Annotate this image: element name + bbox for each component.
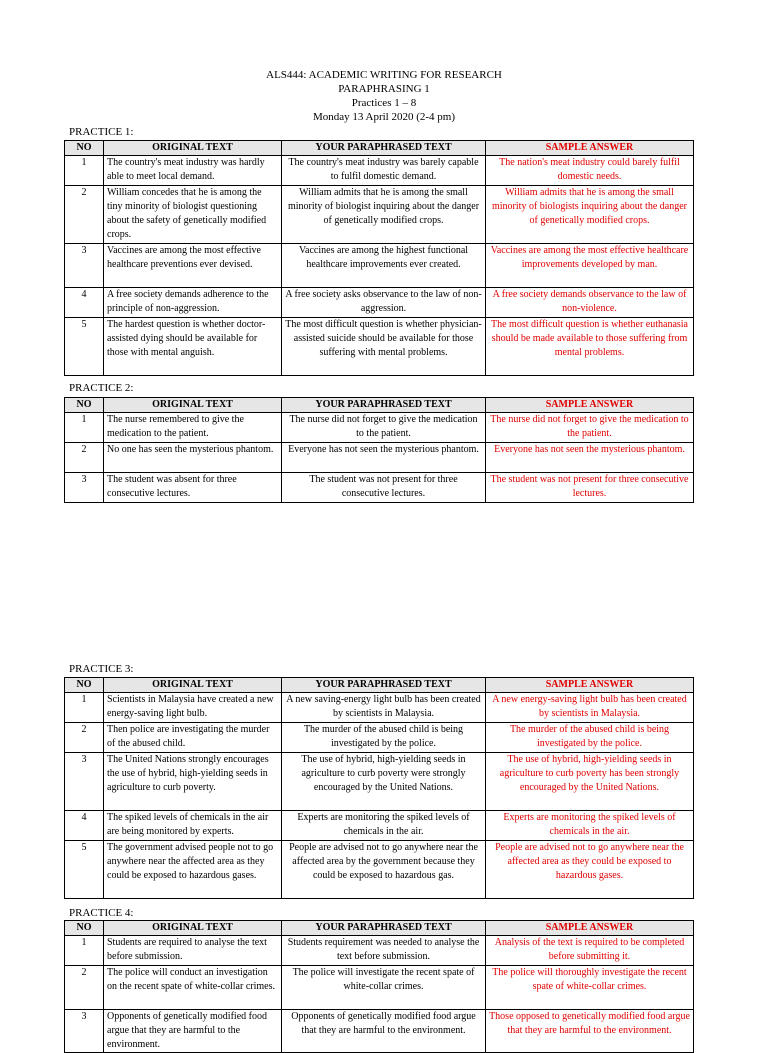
sample-answer: The nurse did not forget to give the medication to the patient. [486,413,694,443]
row-number: 3 [65,1010,104,1053]
row-number: 2 [65,186,104,244]
col-header-no: NO [65,921,104,936]
course-title: ALS444: ACADEMIC WRITING FOR RESEARCH [266,69,502,81]
table-row [65,753,694,811]
sample-answer: A free society demands observance to the law of non-violence. [486,288,694,318]
practice-2-label: PRACTICE 2: [69,382,134,394]
original-text: Students are required to analyse the text before submission. [104,936,282,966]
col-header-original: ORIGINAL TEXT [104,398,282,413]
row-number: 1 [65,936,104,966]
table-row [65,723,694,753]
paraphrased-text: The police will investigate the recent spate of white-collar crimes. [282,966,486,1010]
table-row [65,473,694,503]
practice-3-label: PRACTICE 3: [69,663,134,675]
sample-answer: People are advised not to go anywhere near the affected area as they could be exposed to hazardous gases. [486,841,694,899]
paraphrased-text: People are advised not to go anywhere near the affected area by the government because they could be exposed to hazardous gas. [282,841,486,899]
col-header-original: ORIGINAL TEXT [104,141,282,156]
row-number: 5 [65,318,104,376]
sample-answer: William admits that he is among the small minority of biologists inquiring about the danger of genetically modified crops. [486,186,694,244]
sample-answer: The most difficult question is whether euthanasia should be made available to those suffering from mental problems. [486,318,694,376]
row-number: 4 [65,288,104,318]
session-date: Monday 13 April 2020 (2-4 pm) [312,111,456,123]
original-text: The United Nations strongly encourages the use of hybrid, high-yielding seeds in agriculture to curb poverty. [104,753,282,811]
row-number: 3 [65,244,104,288]
table-row [65,413,694,443]
table-row [65,1010,694,1053]
table-row [65,443,694,473]
col-header-paraphrased: YOUR PARAPHRASED TEXT [282,398,486,413]
paraphrased-text: The student was not present for three consecutive lectures. [282,473,486,503]
original-text: Opponents of genetically modified food argue that they are harmful to the environment. [104,1010,282,1053]
paraphrased-text: Experts are monitoring the spiked levels of chemicals in the air. [282,811,486,841]
practice-2-table [64,397,694,503]
sample-answer: Analysis of the text is required to be completed before submitting it. [486,936,694,966]
paraphrased-text: Vaccines are among the highest functional healthcare improvements ever created. [282,244,486,288]
original-text: William concedes that he is among the tiny minority of biologist questioning about the safety of genetically modified crops. [104,186,282,244]
original-text: Then police are investigating the murder of the abused child. [104,723,282,753]
col-header-sample: SAMPLE ANSWER [486,398,694,413]
original-text: Vaccines are among the most effective healthcare preventions ever devised. [104,244,282,288]
row-number: 3 [65,473,104,503]
table-header-row [65,398,694,413]
original-text: The country's meat industry was hardly able to meet local demand. [104,156,282,186]
original-text: The hardest question is whether doctor-assisted dying should be available for those with mental anguish. [104,318,282,376]
original-text: The nurse remembered to give the medication to the patient. [104,413,282,443]
paraphrased-text: The nurse did not forget to give the medication to the patient. [282,413,486,443]
original-text: No one has seen the mysterious phantom. [104,443,282,473]
col-header-paraphrased: YOUR PARAPHRASED TEXT [282,678,486,693]
original-text: The spiked levels of chemicals in the air are being monitored by experts. [104,811,282,841]
table-row [65,288,694,318]
paraphrased-text: The most difficult question is whether physician-assisted suicide should be available for those suffering with mental problems. [282,318,486,376]
row-number: 2 [65,966,104,1010]
table-row [65,186,694,244]
sample-answer: The use of hybrid, high-yielding seeds in agriculture to curb poverty has been strongly encouraged by the United Nations. [486,753,694,811]
original-text: The student was absent for three consecutive lectures. [104,473,282,503]
original-text: A free society demands adherence to the principle of non-aggression. [104,288,282,318]
original-text: The government advised people not to go anywhere near the affected area as they could be exposed to hazardous gases. [104,841,282,899]
row-number: 2 [65,443,104,473]
col-header-no: NO [65,141,104,156]
col-header-paraphrased: YOUR PARAPHRASED TEXT [282,141,486,156]
paraphrased-text: A free society asks observance to the law of non-aggression. [282,288,486,318]
practice-3-table [64,677,694,899]
col-header-no: NO [65,678,104,693]
paraphrased-text: Everyone has not seen the mysterious phantom. [282,443,486,473]
table-header-row [65,921,694,936]
col-header-no: NO [65,398,104,413]
sample-answer: Everyone has not seen the mysterious phantom. [486,443,694,473]
sample-answer: The student was not present for three consecutive lectures. [486,473,694,503]
col-header-original: ORIGINAL TEXT [104,678,282,693]
table-row [65,244,694,288]
paraphrased-text: Students requirement was needed to analyse the text before submission. [282,936,486,966]
original-text: The police will conduct an investigation on the recent spate of white-collar crimes. [104,966,282,1010]
col-header-sample: SAMPLE ANSWER [486,921,694,936]
paraphrased-text: The country's meat industry was barely capable to fulfil domestic demand. [282,156,486,186]
practice-1-table [64,140,694,376]
paraphrased-text: The murder of the abused child is being investigated by the police. [282,723,486,753]
sample-answer: Those opposed to genetically modified food argue that they are harmful to the environment. [486,1010,694,1053]
col-header-paraphrased: YOUR PARAPHRASED TEXT [282,921,486,936]
practice-1-label: PRACTICE 1: [69,126,134,138]
paraphrased-text: Opponents of genetically modified food argue that they are harmful to the environment. [282,1010,486,1053]
col-header-sample: SAMPLE ANSWER [486,678,694,693]
paraphrased-text: A new saving-energy light bulb has been created by scientists in Malaysia. [282,693,486,723]
col-header-original: ORIGINAL TEXT [104,921,282,936]
col-header-sample: SAMPLE ANSWER [486,141,694,156]
practice-4-label: PRACTICE 4: [69,907,134,919]
row-number: 1 [65,413,104,443]
row-number: 3 [65,753,104,811]
sample-answer: Vaccines are among the most effective healthcare improvements developed by man. [486,244,694,288]
row-number: 4 [65,811,104,841]
table-row [65,156,694,186]
practices-range: Practices 1 – 8 [351,97,417,109]
row-number: 5 [65,841,104,899]
table-row [65,841,694,899]
practice-4-table [64,920,694,1053]
original-text: Scientists in Malaysia have created a new energy-saving light bulb. [104,693,282,723]
row-number: 1 [65,156,104,186]
table-row [65,693,694,723]
table-row [65,811,694,841]
sample-answer: The nation's meat industry could barely fulfil domestic needs. [486,156,694,186]
table-header-row [65,678,694,693]
row-number: 1 [65,693,104,723]
sample-answer: The police will thoroughly investigate the recent spate of white-collar crimes. [486,966,694,1010]
topic-title: PARAPHRASING 1 [338,83,430,95]
table-header-row [65,141,694,156]
paraphrased-text: The use of hybrid, high-yielding seeds in agriculture to curb poverty were strongly encouraged by the United Nations. [282,753,486,811]
sample-answer: Experts are monitoring the spiked levels of chemicals in the air. [486,811,694,841]
row-number: 2 [65,723,104,753]
table-row [65,966,694,1010]
table-row [65,318,694,376]
sample-answer: A new energy-saving light bulb has been created by scientists in Malaysia. [486,693,694,723]
table-row [65,936,694,966]
paraphrased-text: William admits that he is among the small minority of biologist inquiring about the danger of genetically modified crops. [282,186,486,244]
sample-answer: The murder of the abused child is being investigated by the police. [486,723,694,753]
